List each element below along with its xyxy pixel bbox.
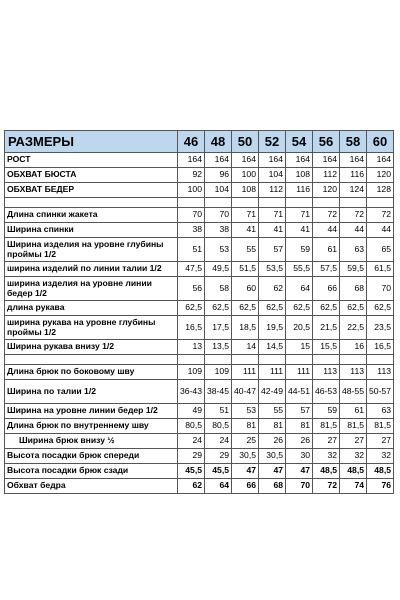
measurement-label: длина рукава	[5, 301, 178, 316]
sizes-header-label: РАЗМЕРЫ	[5, 131, 178, 153]
value-cell-size-50: 41	[232, 223, 259, 238]
value-cell-size-46: 62,5	[178, 301, 205, 316]
measurement-row	[5, 277, 394, 301]
value-cell-size-50: 60	[232, 277, 259, 301]
value-cell-size-50: 47	[232, 464, 259, 479]
value-cell-size-54: 116	[286, 183, 313, 198]
value-cell-size-48: 80,5	[205, 419, 232, 434]
empty-cell	[259, 355, 286, 365]
value-cell-size-56: 59	[313, 404, 340, 419]
measurement-row	[5, 449, 394, 464]
empty-cell	[286, 198, 313, 208]
value-cell-size-52: 41	[259, 223, 286, 238]
empty-cell	[367, 198, 394, 208]
value-cell-size-50: 100	[232, 168, 259, 183]
value-cell-size-48: 51	[205, 404, 232, 419]
value-cell-size-46: 16,5	[178, 316, 205, 340]
value-cell-size-52: 42-49	[259, 380, 286, 404]
value-cell-size-52: 68	[259, 479, 286, 494]
measurement-label: РОСТ	[5, 153, 178, 168]
size-header-48: 48	[205, 131, 232, 153]
value-cell-size-46: 36-43	[178, 380, 205, 404]
empty-cell	[232, 355, 259, 365]
value-cell-size-56: 72	[313, 208, 340, 223]
value-cell-size-48: 38-45	[205, 380, 232, 404]
value-cell-size-56: 113	[313, 365, 340, 380]
empty-cell	[178, 198, 205, 208]
measurement-label: Высота посадки брюк спереди	[5, 449, 178, 464]
measurement-row	[5, 316, 394, 340]
value-cell-size-48: 104	[205, 183, 232, 198]
value-cell-size-46: 51	[178, 238, 205, 262]
value-cell-size-54: 41	[286, 223, 313, 238]
value-cell-size-56: 81,5	[313, 419, 340, 434]
value-cell-size-58: 68	[340, 277, 367, 301]
value-cell-size-60: 16,5	[367, 340, 394, 355]
value-cell-size-46: 49	[178, 404, 205, 419]
size-header-46: 46	[178, 131, 205, 153]
value-cell-size-50: 51,5	[232, 262, 259, 277]
value-cell-size-50: 81	[232, 419, 259, 434]
value-cell-size-46: 100	[178, 183, 205, 198]
value-cell-size-52: 14,5	[259, 340, 286, 355]
measurement-row	[5, 153, 394, 168]
size-header-60: 60	[367, 131, 394, 153]
value-cell-size-60: 50-57	[367, 380, 394, 404]
value-cell-size-56: 46-53	[313, 380, 340, 404]
empty-cell	[205, 198, 232, 208]
measurement-row	[5, 301, 394, 316]
value-cell-size-46: 80,5	[178, 419, 205, 434]
value-cell-size-48: 64	[205, 479, 232, 494]
value-cell-size-56: 164	[313, 153, 340, 168]
value-cell-size-52: 81	[259, 419, 286, 434]
measurement-label: Обхват бедра	[5, 479, 178, 494]
value-cell-size-60: 62,5	[367, 301, 394, 316]
measurement-row	[5, 168, 394, 183]
value-cell-size-46: 92	[178, 168, 205, 183]
size-header-52: 52	[259, 131, 286, 153]
measurement-label: Ширина брюк внизу ½	[5, 434, 178, 449]
value-cell-size-54: 47	[286, 464, 313, 479]
empty-cell	[232, 198, 259, 208]
measurement-label: ширина изделий по линии талии 1/2	[5, 262, 178, 277]
value-cell-size-60: 27	[367, 434, 394, 449]
value-cell-size-50: 71	[232, 208, 259, 223]
value-cell-size-58: 32	[340, 449, 367, 464]
value-cell-size-56: 62,5	[313, 301, 340, 316]
value-cell-size-58: 61	[340, 404, 367, 419]
value-cell-size-50: 30,5	[232, 449, 259, 464]
value-cell-size-56: 32	[313, 449, 340, 464]
value-cell-size-50: 62,5	[232, 301, 259, 316]
value-cell-size-46: 38	[178, 223, 205, 238]
value-cell-size-56: 27	[313, 434, 340, 449]
value-cell-size-52: 111	[259, 365, 286, 380]
value-cell-size-48: 38	[205, 223, 232, 238]
value-cell-size-60: 61,5	[367, 262, 394, 277]
value-cell-size-52: 53,5	[259, 262, 286, 277]
measurement-label: ОБХВАТ БЮСТА	[5, 168, 178, 183]
value-cell-size-58: 124	[340, 183, 367, 198]
value-cell-size-48: 164	[205, 153, 232, 168]
value-cell-size-58: 62,5	[340, 301, 367, 316]
value-cell-size-60: 70	[367, 277, 394, 301]
value-cell-size-52: 55	[259, 404, 286, 419]
measurement-label: Длина спинки жакета	[5, 208, 178, 223]
value-cell-size-58: 44	[340, 223, 367, 238]
value-cell-size-58: 27	[340, 434, 367, 449]
value-cell-size-56: 15,5	[313, 340, 340, 355]
measurement-label: Длина брюк по внутреннему шву	[5, 419, 178, 434]
value-cell-size-58: 116	[340, 168, 367, 183]
size-header-56: 56	[313, 131, 340, 153]
measurement-row	[5, 404, 394, 419]
measurement-label: Ширина на уровне линии бедер 1/2	[5, 404, 178, 419]
value-cell-size-52: 19,5	[259, 316, 286, 340]
measurement-row	[5, 238, 394, 262]
empty-cell	[286, 355, 313, 365]
value-cell-size-58: 63	[340, 238, 367, 262]
value-cell-size-54: 71	[286, 208, 313, 223]
value-cell-size-56: 120	[313, 183, 340, 198]
value-cell-size-54: 108	[286, 168, 313, 183]
value-cell-size-54: 81	[286, 419, 313, 434]
value-cell-size-58: 81,5	[340, 419, 367, 434]
empty-cell	[313, 355, 340, 365]
value-cell-size-48: 109	[205, 365, 232, 380]
value-cell-size-60: 81,5	[367, 419, 394, 434]
value-cell-size-48: 70	[205, 208, 232, 223]
value-cell-size-52: 112	[259, 183, 286, 198]
value-cell-size-58: 74	[340, 479, 367, 494]
value-cell-size-52: 164	[259, 153, 286, 168]
measurement-row	[5, 365, 394, 380]
measurement-label: Длина брюк по боковому шву	[5, 365, 178, 380]
value-cell-size-46: 29	[178, 449, 205, 464]
value-cell-size-46: 13	[178, 340, 205, 355]
value-cell-size-52: 57	[259, 238, 286, 262]
value-cell-size-58: 113	[340, 365, 367, 380]
value-cell-size-50: 66	[232, 479, 259, 494]
value-cell-size-52: 47	[259, 464, 286, 479]
value-cell-size-50: 40-47	[232, 380, 259, 404]
value-cell-size-60: 128	[367, 183, 394, 198]
value-cell-size-52: 71	[259, 208, 286, 223]
measurement-label: ширина рукава на уровне глубины проймы 1/2	[5, 316, 178, 340]
measurement-label: Ширина спинки	[5, 223, 178, 238]
empty-cell	[205, 355, 232, 365]
value-cell-size-60: 32	[367, 449, 394, 464]
value-cell-size-50: 108	[232, 183, 259, 198]
value-cell-size-50: 111	[232, 365, 259, 380]
value-cell-size-48: 53	[205, 238, 232, 262]
value-cell-size-58: 164	[340, 153, 367, 168]
measurement-label: Высота посадки брюк сзади	[5, 464, 178, 479]
value-cell-size-48: 49,5	[205, 262, 232, 277]
empty-cell	[367, 355, 394, 365]
value-cell-size-54: 64	[286, 277, 313, 301]
value-cell-size-46: 62	[178, 479, 205, 494]
measurement-row	[5, 208, 394, 223]
measurement-row	[5, 380, 394, 404]
size-table-body	[5, 153, 394, 494]
value-cell-size-54: 62,5	[286, 301, 313, 316]
value-cell-size-54: 26	[286, 434, 313, 449]
measurement-label: ОБХВАТ БЕДЕР	[5, 183, 178, 198]
value-cell-size-60: 23,5	[367, 316, 394, 340]
value-cell-size-60: 164	[367, 153, 394, 168]
value-cell-size-50: 25	[232, 434, 259, 449]
value-cell-size-46: 164	[178, 153, 205, 168]
size-header-58: 58	[340, 131, 367, 153]
value-cell-size-54: 30	[286, 449, 313, 464]
value-cell-size-50: 53	[232, 404, 259, 419]
value-cell-size-52: 30,5	[259, 449, 286, 464]
value-cell-size-54: 15	[286, 340, 313, 355]
measurement-row	[5, 340, 394, 355]
value-cell-size-50: 18,5	[232, 316, 259, 340]
value-cell-size-46: 45,5	[178, 464, 205, 479]
value-cell-size-58: 16	[340, 340, 367, 355]
measurement-row	[5, 223, 394, 238]
spacer-row	[5, 355, 394, 365]
empty-cell	[313, 198, 340, 208]
measurement-row	[5, 464, 394, 479]
measurement-label: ширина изделия на уровне линии бедер 1/2	[5, 277, 178, 301]
value-cell-size-60: 63	[367, 404, 394, 419]
value-cell-size-46: 24	[178, 434, 205, 449]
value-cell-size-50: 55	[232, 238, 259, 262]
value-cell-size-60: 48,5	[367, 464, 394, 479]
value-cell-size-52: 62	[259, 277, 286, 301]
value-cell-size-60: 44	[367, 223, 394, 238]
value-cell-size-54: 20,5	[286, 316, 313, 340]
value-cell-size-58: 22,5	[340, 316, 367, 340]
measurement-label: Ширина по талии 1/2	[5, 380, 178, 404]
value-cell-size-54: 59	[286, 238, 313, 262]
value-cell-size-50: 164	[232, 153, 259, 168]
size-header-50: 50	[232, 131, 259, 153]
value-cell-size-54: 111	[286, 365, 313, 380]
value-cell-size-48: 13,5	[205, 340, 232, 355]
value-cell-size-56: 57,5	[313, 262, 340, 277]
value-cell-size-46: 47,5	[178, 262, 205, 277]
value-cell-size-56: 112	[313, 168, 340, 183]
value-cell-size-58: 72	[340, 208, 367, 223]
value-cell-size-48: 29	[205, 449, 232, 464]
value-cell-size-54: 57	[286, 404, 313, 419]
value-cell-size-58: 48-55	[340, 380, 367, 404]
value-cell-size-60: 72	[367, 208, 394, 223]
value-cell-size-56: 44	[313, 223, 340, 238]
value-cell-size-46: 109	[178, 365, 205, 380]
measurement-row	[5, 434, 394, 449]
value-cell-size-52: 26	[259, 434, 286, 449]
value-cell-size-48: 17,5	[205, 316, 232, 340]
value-cell-size-54: 70	[286, 479, 313, 494]
value-cell-size-58: 59,5	[340, 262, 367, 277]
empty-cell	[178, 355, 205, 365]
value-cell-size-54: 44-51	[286, 380, 313, 404]
empty-cell	[340, 355, 367, 365]
value-cell-size-48: 58	[205, 277, 232, 301]
value-cell-size-46: 56	[178, 277, 205, 301]
value-cell-size-60: 65	[367, 238, 394, 262]
value-cell-size-48: 62,5	[205, 301, 232, 316]
size-header-54: 54	[286, 131, 313, 153]
spacer-row	[5, 198, 394, 208]
value-cell-size-54: 55,5	[286, 262, 313, 277]
value-cell-size-54: 164	[286, 153, 313, 168]
value-cell-size-48: 24	[205, 434, 232, 449]
size-table	[4, 130, 394, 494]
value-cell-size-60: 76	[367, 479, 394, 494]
value-cell-size-52: 62,5	[259, 301, 286, 316]
value-cell-size-56: 72	[313, 479, 340, 494]
value-cell-size-60: 120	[367, 168, 394, 183]
header-row	[5, 131, 394, 153]
value-cell-size-50: 14	[232, 340, 259, 355]
empty-cell	[340, 198, 367, 208]
measurement-row	[5, 419, 394, 434]
measurement-label: Ширина рукава внизу 1/2	[5, 340, 178, 355]
empty-cell	[5, 198, 178, 208]
value-cell-size-48: 45,5	[205, 464, 232, 479]
value-cell-size-56: 48,5	[313, 464, 340, 479]
value-cell-size-60: 113	[367, 365, 394, 380]
value-cell-size-56: 21,5	[313, 316, 340, 340]
measurement-row	[5, 262, 394, 277]
measurement-row	[5, 183, 394, 198]
value-cell-size-48: 96	[205, 168, 232, 183]
value-cell-size-52: 104	[259, 168, 286, 183]
measurement-label: Ширина изделия на уровне глубины проймы 1/2	[5, 238, 178, 262]
value-cell-size-46: 70	[178, 208, 205, 223]
value-cell-size-58: 48,5	[340, 464, 367, 479]
value-cell-size-56: 66	[313, 277, 340, 301]
value-cell-size-56: 61	[313, 238, 340, 262]
measurement-row	[5, 479, 394, 494]
empty-cell	[259, 198, 286, 208]
empty-cell	[5, 355, 178, 365]
